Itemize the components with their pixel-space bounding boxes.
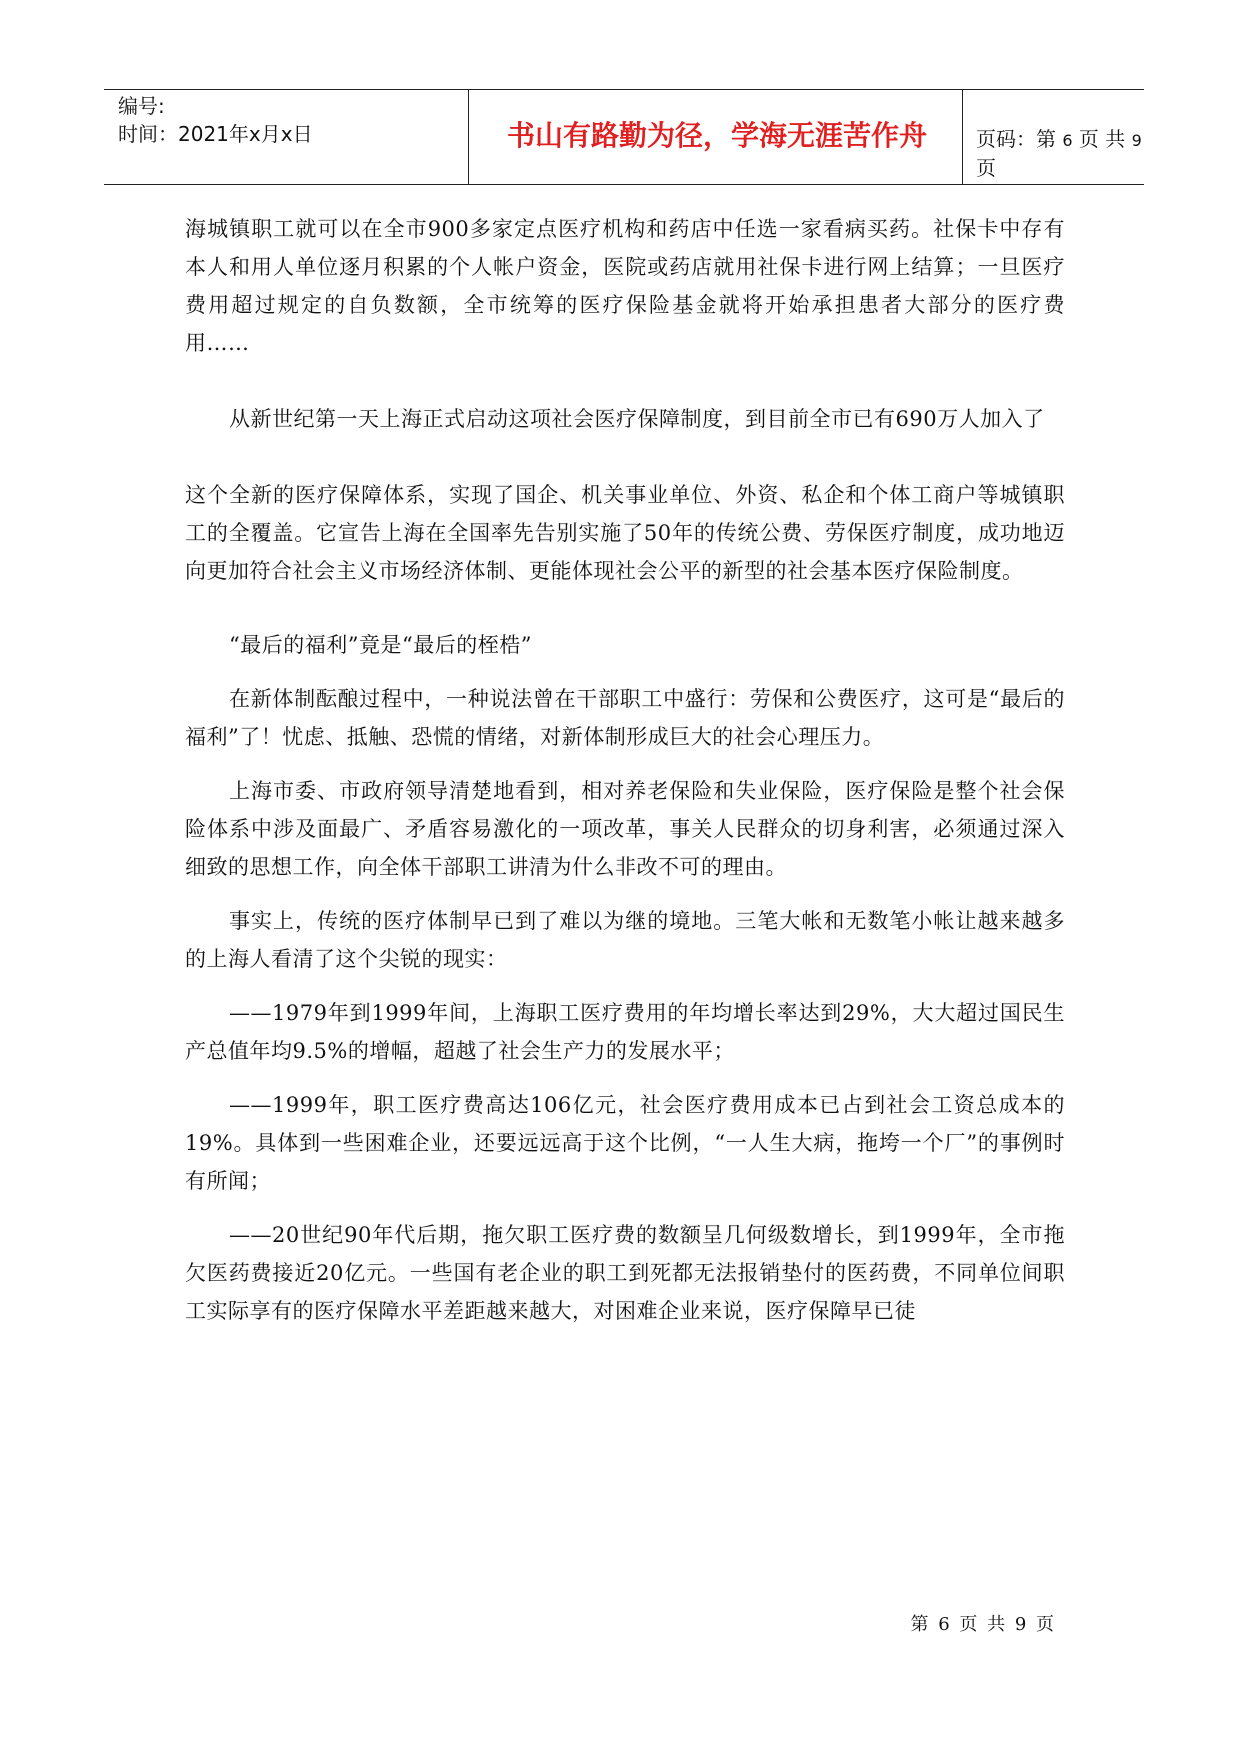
header-divider: [468, 90, 469, 184]
paragraph: 在新体制酝酿过程中，一种说法曾在干部职工中盛行：劳保和公费医疗，这可是“最后的福利”了！忧虑、抵触、恐慌的情绪，对新体制形成巨大的社会心理压力。: [185, 687, 1065, 749]
paragraph: ——1999年，职工医疗费高达106亿元，社会医疗费用成本已占到社会工资总成本的19%。具体到一些困难企业，还要远远高于这个比例，“一人生大病，拖垮一个厂”的事例时有所闻；: [185, 1093, 1065, 1193]
header-motto: 书山有路勤为径，学海无涯苦作舟: [506, 119, 927, 152]
paragraph: 上海市委、市政府领导清楚地看到，相对养老保险和失业保险，医疗保险是整个社会保险体系中涉及面最广、矛盾容易激化的一项改革，事关人民群众的切身利害，必须通过深入细致的思想工作，向全体干部职工讲清为什么非改不可的理由。: [185, 779, 1065, 879]
page-prefix: 页码：第: [976, 127, 1056, 151]
paragraph: ——20世纪90年代后期，拖欠职工医疗费的数额呈几何级数增长，到1999年，全市拖欠医药费接近20亿元。一些国有老企业的职工到死都无法报销垫付的医药费，不同单位间职工实际享有的医疗保障水平差距越来越大，对困难企业来说，医疗保障早已徒: [185, 1223, 1065, 1323]
header-page-number: [976, 123, 1144, 181]
header-divider: [962, 90, 963, 184]
document-number-label: 编号:: [118, 94, 165, 118]
document-body: [185, 210, 1065, 1330]
page-suffix: 页: [976, 156, 996, 180]
paragraph: ——1979年到1999年间，上海职工医疗费用的年均增长率达到29%，大大超过国民生产总值年均9.5%的增幅，超越了社会生产力的发展水平；: [185, 1001, 1065, 1063]
paragraph: 事实上，传统的医疗体制早已到了难以为继的境地。三笔大帐和无数笔小帐让越来越多的上海人看清了这个尖锐的现实：: [185, 909, 1065, 971]
paragraph: 这个全新的医疗保障体系，实现了国企、机关事业单位、外资、私企和个体工商户等城镇职工的全覆盖。它宣告上海在全国率先告别实施了50年的传统公费、劳保医疗制度，成功地迈向更加符合社会主义市场经济体制、更能体现社会公平的新型的社会基本医疗保险制度。: [185, 483, 1065, 583]
page-footer: 第 6 页 共 9 页: [910, 1614, 1056, 1635]
document-time: 时间：2021年x月x日: [118, 122, 313, 146]
paragraph: 海城镇职工就可以在全市900多家定点医疗机构和药店中任选一家看病买药。社保卡中存有本人和用人单位逐月积累的个人帐户资金，医院或药店就用社保卡进行网上结算；一旦医疗费用超过规定的自负数额，全市统筹的医疗保险基金就将开始承担患者大部分的医疗费用……: [185, 217, 1065, 355]
section-heading: “最后的福利”竟是“最后的桎梏”: [229, 633, 532, 657]
paragraph: 从新世纪第一天上海正式启动这项社会医疗保障制度，到目前全市已有690万人加入了: [229, 407, 1045, 431]
page-current: 6: [1062, 131, 1073, 150]
page-mid: 页 共: [1078, 127, 1126, 151]
page-total: 9: [1131, 131, 1142, 150]
page-header: [104, 89, 1144, 185]
header-meta: [118, 92, 468, 148]
